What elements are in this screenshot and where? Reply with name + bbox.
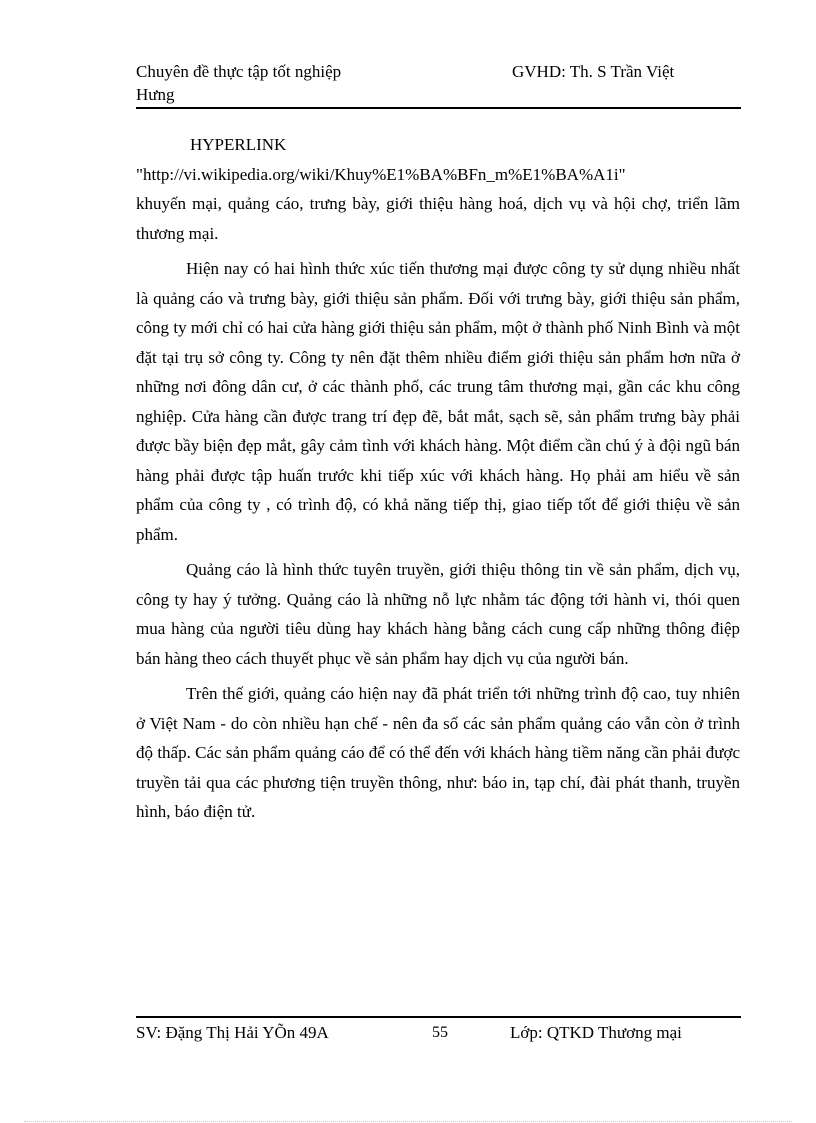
header-supervisor: GVHD: Th. S Trần Việt [512,62,675,81]
page-footer [136,1016,741,1042]
footer-student-name: SV: Đặng Thị Hải YÕn 49A [136,1023,329,1042]
paragraph-advertising-vietnam: Trên thế giới, quảng cáo hiện nay đã phát triển tới những trình độ cao, tuy nhiên ở Việt Nam - do còn nhiều hạn chế - nên đa số các sản phẩm quảng cáo vẫn còn ở trình độ thấp. Các sản phẩm quảng cáo để có thể đến với khách hàng tiềm năng cần phải được truyền tải qua các phương tiện truyền thông, như: báo in, tạp chí, đài phát thanh, truyền hình, báo điện tử. [136,684,740,821]
intro-text: khuyến mại, quảng cáo, trưng bày, giới thiệu hàng hoá, dịch vụ và hội chợ, triển lãm thương mại. [136,194,740,243]
hyperlink-field-code: HYPERLINK [190,135,287,154]
paragraph-advertising-definition: Quảng cáo là hình thức tuyên truyền, giới thiệu thông tin về sản phẩm, dịch vụ, công ty hay ý tưởng. Quảng cáo là những nỗ lực nhằm tác động tới hành vi, thói quen mua hàng của người tiêu dùng hay khách hàng bằng cách cung cấp những thông điệp bán hàng theo cách thuyết phục về sản phẩm hay dịch vụ của người bán. [136,560,740,668]
paragraph-display-channels: Hiện nay có hai hình thức xúc tiến thương mại được công ty sử dụng nhiều nhất là quảng cáo và trưng bày, giới thiệu sản phẩm. Đối với trưng bày, giới thiệu sản phẩm, công ty mới chỉ có hai cửa hàng giới thiệu sản phẩm, một ở thành phố Ninh Bình và một đặt tại trụ sở công ty. Công ty nên đặt thêm nhiều điểm giới thiệu sản phẩm hơn nữa ở những nơi đông dân cư, ở các thành phố, các trung tâm thương mại, gần các khu công nghiệp. Cửa hàng cần được trang trí đẹp đẽ, bắt mắt, sạch sẽ, sản phẩm trưng bày phải được bầy biện đẹp mắt, gây cảm tình với khách hàng. Một điểm cần chú ý à đội ngũ bán hàng phải được tập huấn trước khi tiếp xúc với khách hàng. Họ phải am hiểu về sản phẩm của công ty , có trình độ, có khả năng tiếp thị, giao tiếp tốt để giới thiệu về sản phẩm. [136,259,740,544]
header-thesis-title: Chuyên đề thực tập tốt nghiệp Hưng [136,62,342,104]
hyperlink-url: "http://vi.wikipedia.org/wiki/Khuy%E1%BA%BFn_m%E1%BA%A1i" [136,164,626,184]
footer-class: Lớp: QTKD Thương mại [510,1023,682,1042]
page-edge-divider [24,1121,792,1122]
page-number: 55 [432,1024,448,1041]
page-header [136,60,741,109]
document-body [136,130,740,827]
